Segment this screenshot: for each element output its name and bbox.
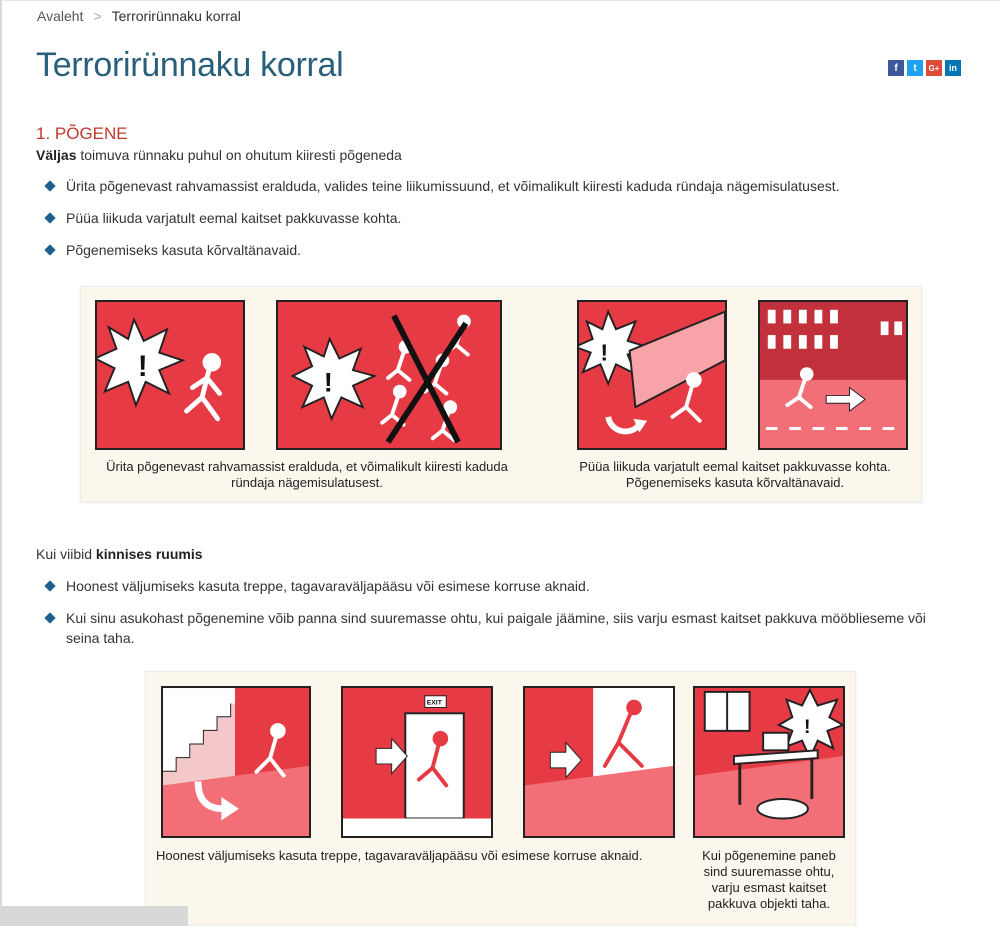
bullet-text: Ürita põgenevast rahvamassist eralduda, valides teine liikumissuund, et võimalikult kiiresti kaduda ründaja nägemisulatusest. xyxy=(66,178,840,194)
bullet-text: Kui sinu asukohast põgenemine võib panna sind suuremasse ohtu, kui paigale jäämine, siis varju esmast kaitset pakkuva mööblieseme või seina taha. xyxy=(66,610,926,646)
panel-stairs xyxy=(161,686,311,838)
figure1-caption-right xyxy=(555,459,915,491)
diamond-bullet-icon xyxy=(44,244,55,255)
caption-line: Põgenemiseks kasuta kõrvaltänavaid. xyxy=(625,475,845,490)
caption-line: pakkuva objekti taha. xyxy=(707,896,831,911)
list-item xyxy=(46,240,946,260)
exit-door-illustration xyxy=(343,688,491,836)
window-exit-illustration xyxy=(525,688,673,836)
caption-line: Püüa liikuda varjatult eemal kaitset pakkuvasse kohta. xyxy=(579,459,891,474)
exit-sign: EXIT xyxy=(426,699,442,707)
list-item xyxy=(46,608,956,648)
linkedin-share-icon[interactable]: in xyxy=(945,60,961,76)
intro-pre: Kui viibid xyxy=(36,546,96,562)
facebook-share-icon[interactable]: f xyxy=(888,60,904,76)
section1-intro xyxy=(36,147,402,163)
bullet-text: Põgenemiseks kasuta kõrvaltänavaid. xyxy=(66,242,302,258)
caption-line: varju esmast kaitset xyxy=(711,880,827,895)
caption-line: sind suuremasse ohtu, xyxy=(703,864,835,879)
section2-bullet-list xyxy=(46,576,956,660)
illustration-indoor-escape xyxy=(145,671,856,926)
section-heading-flee: 1. PÕGENE xyxy=(36,124,128,143)
hide-under-desk-illustration xyxy=(695,688,843,836)
page-title: Terrorirünnaku korral xyxy=(36,46,344,84)
wall-cover-illustration xyxy=(579,302,725,448)
breadcrumb-home-link[interactable]: Avaleht xyxy=(37,8,84,24)
panel-explosion-runner xyxy=(95,300,245,450)
left-border xyxy=(0,0,2,926)
caption-line: ründaja nägemisulatusest. xyxy=(231,475,383,490)
section1-bullet-list xyxy=(46,176,946,272)
breadcrumb-separator-icon: > xyxy=(93,8,102,24)
crowd-crossed-illustration xyxy=(278,302,500,448)
figure2-caption-left: Hoonest väljumiseks kasuta treppe, tagavaraväljapääsu või esimese korruse aknaid. xyxy=(156,848,643,863)
list-item xyxy=(46,208,946,228)
diamond-bullet-icon xyxy=(44,180,55,191)
explosion-runner-illustration xyxy=(97,302,243,448)
share-buttons xyxy=(888,60,961,76)
top-border xyxy=(0,0,1000,1)
panel-crowd-crossed xyxy=(276,300,502,450)
twitter-share-icon[interactable]: t xyxy=(907,60,923,76)
illustration-outdoor-escape xyxy=(80,286,922,502)
panel-wall-cover xyxy=(577,300,727,450)
diamond-bullet-icon xyxy=(44,212,55,223)
bullet-text: Püüa liikuda varjatult eemal kaitset pakkuvasse kohta. xyxy=(66,210,402,226)
figure2-caption-right xyxy=(691,848,847,912)
breadcrumb-current: Terrorirünnaku korral xyxy=(111,8,241,24)
stairs-illustration xyxy=(163,688,309,836)
diamond-bullet-icon xyxy=(44,580,55,591)
horizontal-scrollbar[interactable] xyxy=(0,906,188,926)
intro-rest: toimuva rünnaku puhul on ohutum kiiresti põgeneda xyxy=(76,147,402,163)
caption-line: Ürita põgenevast rahvamassist eralduda, et võimalikult kiiresti kaduda xyxy=(106,459,508,474)
figure1-caption-left xyxy=(87,459,527,491)
bullet-text: Hoonest väljumiseks kasuta treppe, tagavaraväljapääsu või esimese korruse aknaid. xyxy=(66,578,590,594)
panel-exit xyxy=(341,686,493,838)
panel-side-street xyxy=(758,300,908,450)
exclaim-mark: ! xyxy=(323,366,333,398)
breadcrumb xyxy=(37,8,241,24)
intro-bold: kinnises ruumis xyxy=(95,546,203,562)
caption-line: Kui põgenemine paneb xyxy=(702,848,836,863)
panel-window xyxy=(523,686,675,838)
exclaim-mark: ! xyxy=(600,339,609,366)
panel-hide xyxy=(693,686,845,838)
exclaim-mark: ! xyxy=(804,715,811,738)
side-street-illustration xyxy=(760,302,906,448)
diamond-bullet-icon xyxy=(44,612,55,623)
exclaim-mark: ! xyxy=(137,350,148,383)
googleplus-share-icon[interactable]: G+ xyxy=(926,60,942,76)
intro-bold: Väljas xyxy=(36,147,77,163)
list-item xyxy=(46,576,956,596)
section2-intro xyxy=(36,546,203,562)
list-item xyxy=(46,176,946,196)
